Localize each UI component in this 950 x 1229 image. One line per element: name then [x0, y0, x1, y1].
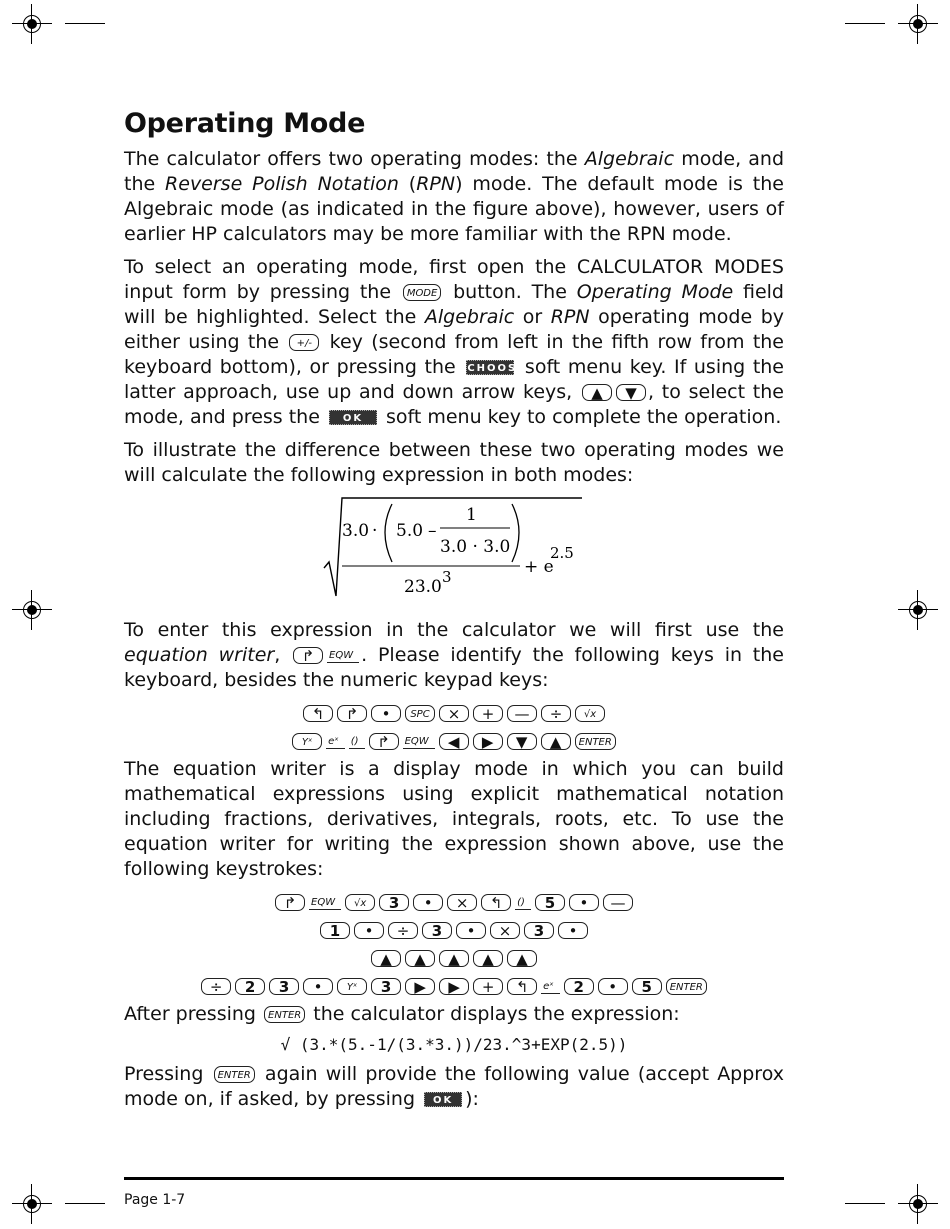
ok-soft-key: OK	[424, 1092, 462, 1107]
five-key: 5	[535, 894, 565, 911]
sqrt-key: √x	[345, 894, 375, 911]
page-content	[124, 108, 784, 1120]
ex-label: eˣ	[326, 735, 345, 749]
dot-key: •	[354, 922, 384, 939]
text-italic: RPN	[550, 306, 590, 328]
text: ) mode. The default mode is the Algebraic mode (as indicated in the figure above), however, users of earlier HP calculators may be more familiar with the RPN mode.	[124, 173, 784, 245]
three-key: 3	[422, 922, 452, 939]
eqw-label: EQW	[403, 735, 435, 749]
keystroke-row-1	[124, 890, 784, 914]
left-shift-key: ↰	[481, 894, 511, 911]
dot-key: •	[598, 978, 628, 995]
text-italic: Algebraic	[584, 148, 675, 170]
text: key (second from left in the fifth row from the keyboard bottom), or pressing the	[124, 331, 784, 378]
right-arrow-key: ▶	[473, 733, 503, 750]
text-italic: Operating Mode	[576, 281, 734, 303]
crop-mark-bottom-left	[12, 1184, 52, 1224]
crop-mark-top-right	[898, 4, 938, 44]
paren-label: ()	[349, 735, 365, 749]
up-arrow-key: ▲	[541, 733, 571, 750]
text-italic: Algebraic	[424, 306, 515, 328]
left-shift-key: ↰	[507, 978, 537, 995]
right-shift-key: ↱	[293, 647, 323, 664]
two-key: 2	[564, 978, 594, 995]
divide-key: ÷	[388, 922, 418, 939]
paragraph-pressing-again	[124, 1062, 784, 1112]
key-row-2	[124, 729, 784, 753]
paragraph-after-pressing	[124, 1002, 784, 1027]
formula-inner-denominator: 3.0 · 3.0	[440, 537, 511, 557]
right-shift-key: ↱	[337, 705, 367, 722]
text: or	[514, 306, 551, 328]
key-row-1	[124, 701, 784, 725]
text-italic: RPN	[416, 173, 456, 195]
crop-mark-bottom-right	[898, 1184, 938, 1224]
sqrt-key: √x	[575, 705, 605, 722]
dot-key: •	[558, 922, 588, 939]
text: mode, and the	[124, 148, 785, 195]
eqw-label: EQW	[309, 896, 341, 910]
formula-exponent-2-5: 2.5	[550, 544, 574, 562]
right-arrow-key: ▶	[439, 978, 469, 995]
text: the calculator displays the expression:	[307, 1003, 680, 1025]
enter-key: ENTER	[575, 733, 616, 750]
spc-key: SPC	[405, 705, 435, 722]
text: soft menu key to complete the operation.	[379, 406, 782, 428]
keystroke-row-4	[124, 974, 784, 998]
crop-line	[845, 1203, 885, 1204]
left-paren	[385, 504, 392, 562]
enter-key: ENTER	[264, 1006, 305, 1023]
text: again will provide the following value (accept Approx mode on, if asked, by pressing	[124, 1063, 784, 1110]
paragraph-select-mode	[124, 255, 784, 430]
page-number: Page 1-7	[124, 1192, 186, 1208]
dot-key: •	[413, 894, 443, 911]
crop-line	[65, 23, 105, 24]
formula-dot: ·	[372, 521, 378, 541]
formula-term-3: 3.0	[342, 521, 370, 541]
keystroke-row-3	[124, 946, 784, 970]
section-heading: Operating Mode	[124, 108, 366, 139]
text-italic: equation writer	[124, 644, 275, 666]
times-key: ×	[447, 894, 477, 911]
crop-line	[845, 23, 885, 24]
two-key: 2	[235, 978, 265, 995]
up-arrow-key: ▲	[371, 950, 401, 967]
divide-key: ÷	[201, 978, 231, 995]
text: . Please identify the following keys in the keyboard, besides the numeric keypad keys:	[124, 644, 784, 691]
formula-outer-denominator: 23.0	[404, 577, 442, 597]
three-key: 3	[524, 922, 554, 939]
paragraph-illustrate: To illustrate the difference between these two operating modes we will calculate the following expression in both modes:	[124, 439, 784, 486]
text: The calculator offers two operating modes: the	[124, 148, 585, 170]
text: field will be highlighted. Select the	[124, 281, 784, 328]
up-arrow-key: ▲	[582, 384, 612, 401]
crop-line	[65, 1203, 105, 1204]
formula-minus: –	[428, 521, 437, 541]
ok-soft-key: OK	[329, 410, 377, 425]
text: button. The	[443, 281, 577, 303]
text: operating mode by either using the	[124, 306, 785, 353]
yx-key: Yˣ	[292, 733, 322, 750]
text: , to select the mode, and press the	[124, 381, 784, 428]
text: ):	[465, 1088, 479, 1110]
formula-numerator-one: 1	[466, 505, 477, 525]
paragraph-equation-writer	[124, 618, 784, 693]
down-arrow-key: ▼	[507, 733, 537, 750]
up-arrow-key: ▲	[405, 950, 435, 967]
divide-key: ÷	[541, 705, 571, 722]
plus-key: +	[473, 978, 503, 995]
five-key: 5	[632, 978, 662, 995]
dot-key: •	[456, 922, 486, 939]
dot-key: •	[371, 705, 401, 722]
math-formula	[124, 496, 784, 608]
paragraph-display-mode: The equation writer is a display mode in which you can build mathematical expressions using explicit mathematical notation including fractions, derivatives, integrals, roots, etc. To use the equation writer for writing the expression shown above, use the following keystrokes:	[124, 758, 784, 880]
dot-key: •	[303, 978, 333, 995]
right-arrow-key: ▶	[405, 978, 435, 995]
three-key: 3	[371, 978, 401, 995]
paragraph-modes	[124, 147, 784, 247]
footer-rule	[124, 1177, 784, 1180]
crop-mark-top-left	[12, 4, 52, 44]
minus-key: —	[603, 894, 633, 911]
right-shift-key: ↱	[369, 733, 399, 750]
text-italic: Reverse Polish Notation	[165, 173, 399, 195]
formula-exponent-3: 3	[442, 568, 452, 586]
up-arrow-key: ▲	[507, 950, 537, 967]
right-shift-key: ↱	[275, 894, 305, 911]
ex-label: eˣ	[541, 980, 560, 994]
left-arrow-key: ◀	[439, 733, 469, 750]
eqw-label: EQW	[327, 649, 359, 663]
up-arrow-key: ▲	[473, 950, 503, 967]
formula-svg	[320, 496, 590, 608]
one-key: 1	[320, 922, 350, 939]
three-key: 3	[379, 894, 409, 911]
text: To select an operating mode, first open the CALCULATOR MODES input form by pressing the	[124, 256, 784, 303]
paren-label: ()	[515, 896, 531, 910]
times-key: ×	[439, 705, 469, 722]
enter-key: ENTER	[214, 1066, 255, 1083]
crop-mark-mid-left	[12, 590, 52, 630]
minus-key: —	[507, 705, 537, 722]
formula-plus-e: + e	[524, 557, 554, 577]
text: soft menu key. If using the latter approach, use up and down arrow keys,	[124, 356, 784, 403]
choos-soft-key: CHOOS	[466, 360, 514, 375]
text: After pressing	[124, 1003, 263, 1025]
down-arrow-key: ▼	[616, 384, 646, 401]
yx-key: Yˣ	[337, 978, 367, 995]
text: ,	[274, 644, 281, 666]
plus-key: +	[473, 705, 503, 722]
crop-mark-mid-right	[898, 590, 938, 630]
three-key: 3	[269, 978, 299, 995]
mode-key: MODE	[403, 284, 442, 301]
display-expression: √ (3.*(5.-1/(3.*3.))/23.^3+EXP(2.5))	[280, 1035, 628, 1054]
text: (	[398, 173, 417, 195]
left-shift-key: ↰	[303, 705, 333, 722]
keystroke-row-2	[124, 918, 784, 942]
plus-minus-key: +/-	[289, 334, 319, 351]
text: To enter this expression in the calculator we will first use the	[124, 619, 784, 641]
text: Pressing	[124, 1063, 212, 1085]
formula-term-5: 5.0	[396, 521, 424, 541]
times-key: ×	[490, 922, 520, 939]
right-paren	[512, 504, 519, 562]
up-arrow-key: ▲	[439, 950, 469, 967]
enter-key: ENTER	[666, 978, 707, 995]
dot-key: •	[569, 894, 599, 911]
